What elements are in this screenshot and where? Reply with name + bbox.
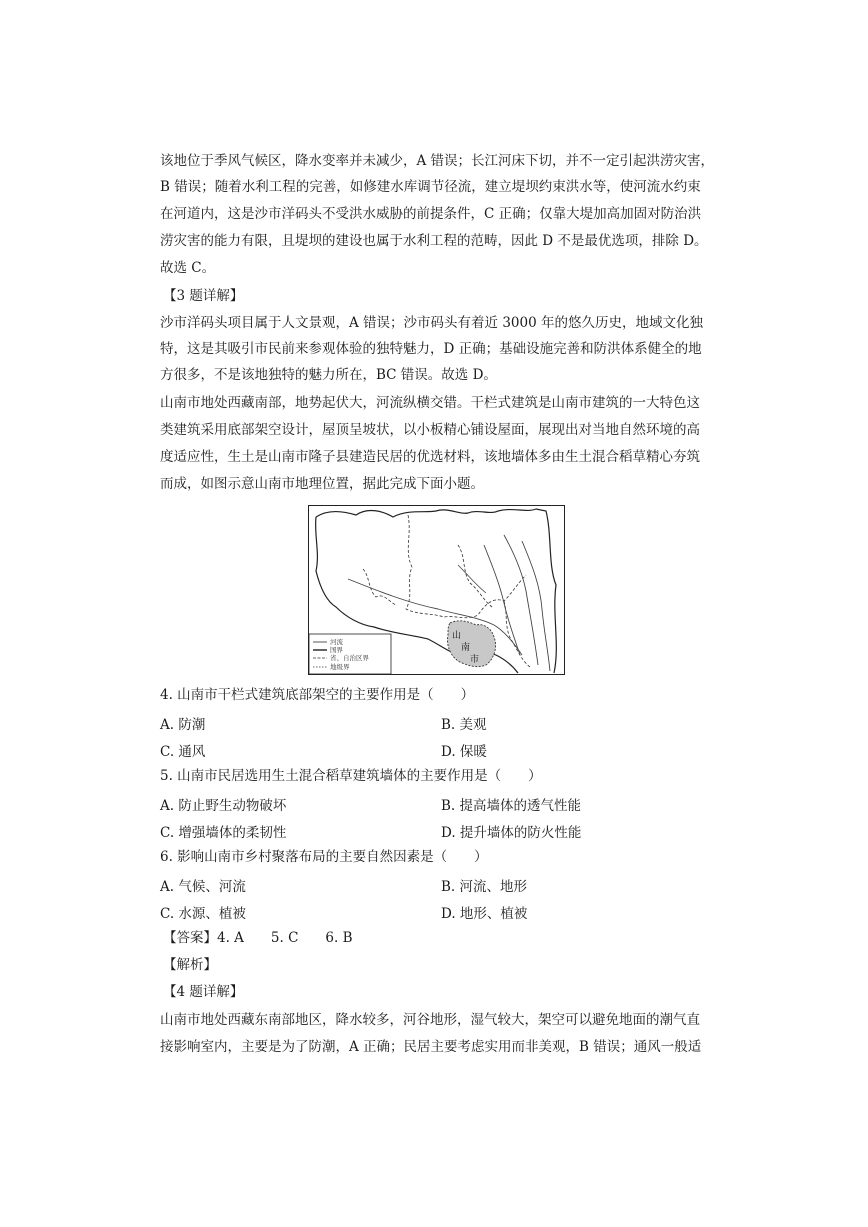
section-heading: 【4 题详解】: [163, 984, 244, 1000]
text-line: 方很多，不是该地独特的魅力所在，BC 错误。故选 D。: [160, 367, 497, 383]
section-heading: 【3 题详解】: [163, 288, 244, 304]
question-stem: 5. 山南市民居选用生土混合稻草建筑墙体的主要作用是（ ）: [160, 768, 542, 784]
option-c: C. 增强墙体的柔韧性: [160, 825, 287, 841]
region-label: 山: [452, 631, 462, 641]
text-line: 接影响室内，主要是为了防潮，A 正确；民居主要考虑实用而非美观，B 错误；通风一般适: [160, 1039, 702, 1055]
answer-key: 【答案】4. A 5. C 6. B: [163, 930, 353, 946]
text-line: 沙市洋码头项目属于人文景观，A 错误；沙市码头有着近 3000 年的悠久历史，地域文化独: [160, 315, 703, 331]
region-label: 市: [470, 655, 480, 665]
question-stem: 4. 山南市干栏式建筑底部架空的主要作用是（ ）: [160, 687, 475, 703]
option-a: A. 气候、河流: [160, 879, 246, 895]
text-line: 故选 C。: [160, 260, 216, 276]
region-label: 南: [461, 643, 471, 653]
text-line: 度适应性，生土是山南市隆子县建造民居的优选材料，该地墙体多由生土混合稻草精心夯筑: [160, 449, 700, 465]
option-a: A. 防止野生动物破坏: [160, 798, 287, 814]
option-b: B. 河流、地形: [441, 879, 528, 895]
option-a: A. 防潮: [160, 717, 206, 733]
question-stem: 6. 影响山南市乡村聚落布局的主要自然因素是（ ）: [160, 849, 488, 865]
text-line: 在河道内，这是沙市洋码头不受洪水威胁的前提条件，C 正确；仅靠大堤加高加固对防治洪: [160, 206, 702, 222]
text-line: 涝灾害的能力有限，且堤坝的建设也属于水利工程的范畴，因此 D 不是最优选项，排除 D。: [160, 233, 708, 249]
text-line: 而成，如图示意山南市地理位置，据此完成下面小题。: [160, 476, 484, 492]
option-d: D. 保暖: [441, 744, 487, 760]
legend-label: 省、自治区界: [330, 654, 369, 662]
text-line: 类建筑采用底部架空设计，屋顶呈坡状，以小板精心铺设屋面，展现出对当地自然环境的高: [160, 422, 700, 438]
legend-label: 地级界: [330, 663, 350, 671]
option-c: C. 水源、植被: [160, 906, 246, 922]
text-line: 山南市地处西藏东南部地区，降水较多，河谷地形，湿气较大，架空可以避免地面的潮气直: [160, 1012, 700, 1028]
analysis-label: 【解析】: [163, 957, 217, 973]
text-line: 特，这是其吸引市民前来参观体验的独特魅力，D 正确；基础设施完善和防洪体系健全的地: [160, 341, 702, 357]
text-line: 该地位于季风气候区，降水变率并未减少，A 错误；长江河床下切，并不一定引起洪涝灾害，: [160, 153, 715, 169]
legend-label: 国界: [330, 646, 343, 654]
legend-label: 河流: [330, 638, 343, 646]
option-d: D. 地形、植被: [441, 906, 528, 922]
text-line: 山南市地处西藏南部，地势起伏大，河流纵横交错。干栏式建筑是山南市建筑的一大特色这: [160, 395, 700, 411]
map-legend: [309, 634, 391, 674]
option-b: B. 提高墙体的透气性能: [441, 798, 582, 814]
text-line: B 错误；随着水利工程的完善，如修建水库调节径流，建立堤坝约束洪水等，使河流水约束: [160, 179, 701, 195]
location-map: [308, 505, 565, 675]
option-c: C. 通风: [160, 744, 206, 760]
option-d: D. 提升墙体的防火性能: [441, 825, 582, 841]
option-b: B. 美观: [441, 717, 487, 733]
